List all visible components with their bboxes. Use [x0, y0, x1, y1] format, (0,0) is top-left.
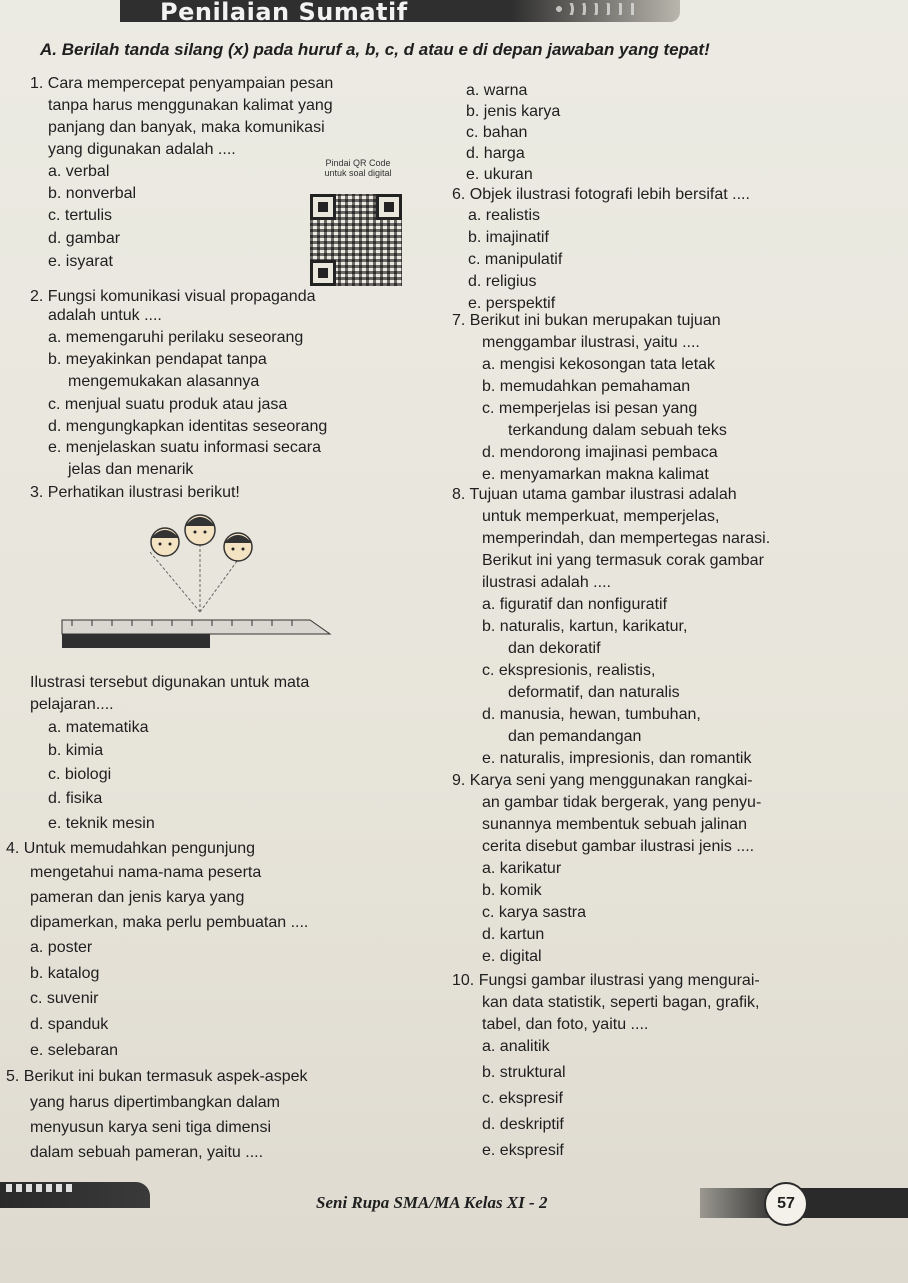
- q2-option-b[interactable]: b. meyakinkan pendapat tanpa: [48, 351, 267, 368]
- illustration-ruler-balloons: [60, 512, 380, 657]
- q1-option-e[interactable]: e. isyarat: [48, 253, 113, 270]
- q8-option-b-cont: dan dekoratif: [508, 640, 601, 657]
- q6-option-b[interactable]: b. imajinatif: [468, 229, 549, 246]
- q6-option-c[interactable]: c. manipulatif: [468, 251, 563, 268]
- page-number: 57: [764, 1182, 808, 1226]
- q3-after-1: Ilustrasi tersebut digunakan untuk mata: [30, 674, 310, 691]
- qr-finder-icon: [310, 194, 336, 220]
- q3-option-c[interactable]: c. biologi: [48, 766, 112, 783]
- qr-code-icon[interactable]: [310, 194, 402, 286]
- q5-option-b[interactable]: b. jenis karya: [466, 103, 561, 120]
- q8-option-c-cont: deformatif, dan naturalis: [508, 684, 680, 701]
- q5-line-3: menyusun karya seni tiga dimensi: [30, 1119, 272, 1136]
- footer-decoration: [6, 1184, 76, 1192]
- q4-option-a[interactable]: a. poster: [30, 939, 93, 956]
- q2-option-e[interactable]: e. menjelaskan suatu informasi secara: [48, 439, 322, 456]
- q10-line-2: kan data statistik, seperti bagan, grafik,: [482, 994, 760, 1011]
- q8-option-a[interactable]: a. figuratif dan nonfiguratif: [482, 596, 668, 613]
- q1-line-1: 1. Cara mempercepat penyampaian pesan: [30, 75, 334, 92]
- q2-option-d[interactable]: d. mengungkapkan identitas seseorang: [48, 418, 328, 435]
- q2-option-e-cont: jelas dan menarik: [68, 461, 194, 478]
- q5-option-a[interactable]: a. warna: [466, 82, 528, 99]
- q7-line-2: menggambar ilustrasi, yaitu ....: [482, 334, 700, 351]
- q2-line-1: 2. Fungsi komunikasi visual propaganda: [30, 288, 316, 305]
- q8-line-2: untuk memperkuat, memperjelas,: [482, 508, 720, 525]
- q1-option-d[interactable]: d. gambar: [48, 230, 121, 247]
- qr-finder-icon: [310, 260, 336, 286]
- q7-option-a[interactable]: a. mengisi kekosongan tata letak: [482, 356, 716, 373]
- q9-option-e[interactable]: e. digital: [482, 948, 542, 965]
- q3-option-d[interactable]: d. fisika: [48, 790, 103, 807]
- q9-option-c[interactable]: c. karya sastra: [482, 904, 587, 921]
- q1-line-2: tanpa harus menggunakan kalimat yang: [48, 97, 333, 114]
- q5-line-4: dalam sebuah pameran, yaitu ....: [30, 1144, 264, 1161]
- q1-option-a[interactable]: a. verbal: [48, 163, 110, 180]
- q4-line-3: pameran dan jenis karya yang: [30, 889, 245, 906]
- q1-option-c[interactable]: c. tertulis: [48, 207, 113, 224]
- page-title: Penilaian Sumatif: [160, 0, 408, 26]
- q4-option-d[interactable]: d. spanduk: [30, 1016, 109, 1033]
- q2-option-c[interactable]: c. menjual suatu produk atau jasa: [48, 396, 288, 413]
- q4-option-c[interactable]: c. suvenir: [30, 990, 99, 1007]
- q5-option-c[interactable]: c. bahan: [466, 124, 528, 141]
- q7-option-e[interactable]: e. menyamarkan makna kalimat: [482, 466, 709, 483]
- q3-line-1: 3. Perhatikan ilustrasi berikut!: [30, 484, 240, 501]
- qr-caption-1: Pindai QR Code: [325, 158, 391, 168]
- q6-option-e[interactable]: e. perspektif: [468, 295, 556, 312]
- q4-line-1: 4. Untuk memudahkan pengunjung: [6, 840, 256, 857]
- q6-line-1: 6. Objek ilustrasi fotografi lebih bersifat ....: [452, 186, 750, 203]
- q6-option-d[interactable]: d. religius: [468, 273, 537, 290]
- balloon-face-center-icon: [185, 515, 215, 545]
- q6-option-a[interactable]: a. realistis: [468, 207, 541, 224]
- q9-line-4: cerita disebut gambar ilustrasi jenis ....: [482, 838, 755, 855]
- qr-caption-2: untuk soal digital: [324, 168, 392, 178]
- q8-option-c[interactable]: c. ekspresionis, realistis,: [482, 662, 656, 679]
- q7-option-c-cont: terkandung dalam sebuah teks: [508, 422, 727, 439]
- balloon-face-right-icon: [224, 533, 252, 561]
- q8-option-d[interactable]: d. manusia, hewan, tumbuhan,: [482, 706, 701, 723]
- q7-line-1: 7. Berikut ini bukan merupakan tujuan: [452, 312, 721, 329]
- q1-option-b[interactable]: b. nonverbal: [48, 185, 137, 202]
- q9-line-1: 9. Karya seni yang menggunakan rangkai-: [452, 772, 753, 789]
- q10-line-1: 10. Fungsi gambar ilustrasi yang mengurai-: [452, 972, 760, 989]
- qr-code-block[interactable]: [310, 158, 406, 286]
- q4-option-e[interactable]: e. selebaran: [30, 1042, 119, 1059]
- balloon-face-left-icon: [151, 528, 179, 556]
- q2-option-b-cont: mengemukakan alasannya: [68, 373, 260, 390]
- q1-line-3: panjang dan banyak, maka komunikasi: [48, 119, 325, 136]
- q3-option-b[interactable]: b. kimia: [48, 742, 104, 759]
- q8-option-b[interactable]: b. naturalis, kartun, karikatur,: [482, 618, 688, 635]
- q5-line-1: 5. Berikut ini bukan termasuk aspek-aspek: [6, 1068, 308, 1085]
- q9-option-d[interactable]: d. kartun: [482, 926, 545, 943]
- q10-option-d[interactable]: d. deskriptif: [482, 1116, 564, 1133]
- q2-option-a[interactable]: a. memengaruhi perilaku seseorang: [48, 329, 304, 346]
- q9-line-2: an gambar tidak bergerak, yang penyu-: [482, 794, 762, 811]
- q10-option-a[interactable]: a. analitik: [482, 1038, 550, 1055]
- q8-option-d-cont: dan pemandangan: [508, 728, 642, 745]
- q5-option-e[interactable]: e. ukuran: [466, 166, 533, 183]
- q4-option-b[interactable]: b. katalog: [30, 965, 100, 982]
- q8-line-3: memperindah, dan mempertegas narasi.: [482, 530, 771, 547]
- qr-finder-icon: [376, 194, 402, 220]
- q10-line-3: tabel, dan foto, yaitu ....: [482, 1016, 649, 1033]
- q3-option-e[interactable]: e. teknik mesin: [48, 815, 155, 832]
- q2-line-2: adalah untuk ....: [48, 307, 162, 324]
- q10-option-b[interactable]: b. struktural: [482, 1064, 566, 1081]
- q8-line-1: 8. Tujuan utama gambar ilustrasi adalah: [452, 486, 737, 503]
- q3-option-a[interactable]: a. matematika: [48, 719, 149, 736]
- q4-line-4: dipamerkan, maka perlu pembuatan ....: [30, 914, 309, 931]
- q5-line-2: yang harus dipertimbangkan dalam: [30, 1094, 280, 1111]
- q1-line-4: yang digunakan adalah ....: [48, 141, 236, 158]
- q9-option-a[interactable]: a. karikatur: [482, 860, 562, 877]
- q3-after-2: pelajaran....: [30, 696, 114, 713]
- q7-option-b[interactable]: b. memudahkan pemahaman: [482, 378, 691, 395]
- q7-option-c[interactable]: c. memperjelas isi pesan yang: [482, 400, 698, 417]
- footer-title: Seni Rupa SMA/MA Kelas XI - 2: [316, 1193, 548, 1212]
- q9-option-b[interactable]: b. komik: [482, 882, 542, 899]
- q10-option-e[interactable]: e. ekspresif: [482, 1142, 564, 1159]
- q5-option-d[interactable]: d. harga: [466, 145, 525, 162]
- q7-option-d[interactable]: d. mendorong imajinasi pembaca: [482, 444, 718, 461]
- instruction: A. Berilah tanda silang (x) pada huruf a, b, c, d atau e di depan jawaban yang tepat!: [40, 40, 710, 59]
- q10-option-c[interactable]: c. ekspresif: [482, 1090, 563, 1107]
- q4-line-2: mengetahui nama-nama peserta: [30, 864, 262, 881]
- ruler-icon: [62, 620, 330, 648]
- q9-line-3: sunannya membentuk sebuah jalinan: [482, 816, 748, 833]
- q8-option-e[interactable]: e. naturalis, impresionis, dan romantik: [482, 750, 752, 767]
- q8-line-4: Berikut ini yang termasuk corak gambar: [482, 552, 764, 569]
- header-decoration: [553, 3, 643, 15]
- q8-line-5: ilustrasi adalah ....: [482, 574, 611, 591]
